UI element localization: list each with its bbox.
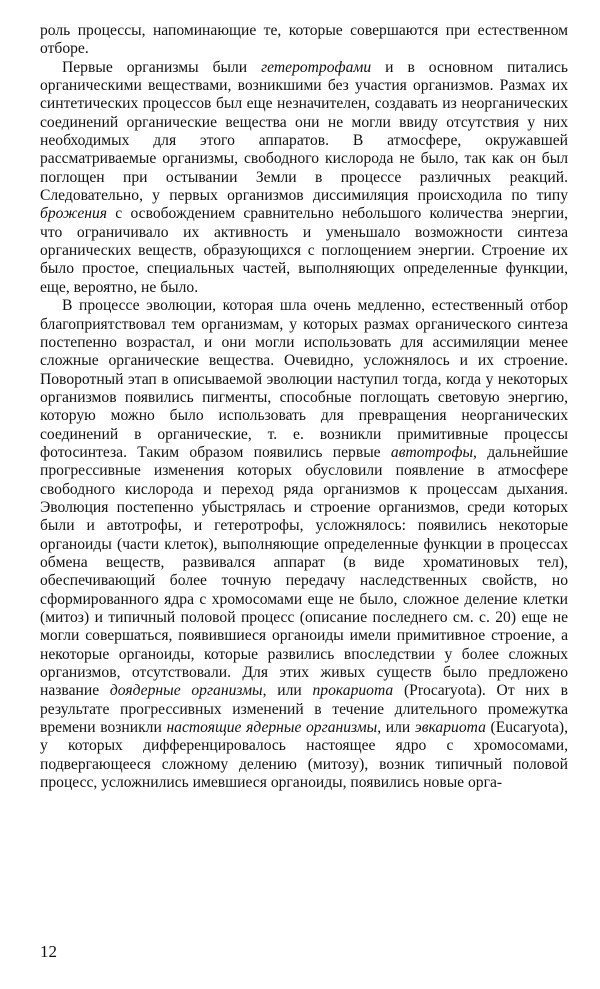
text-run: , или: [377, 719, 415, 737]
italic-term: доядерные организмы: [109, 682, 263, 700]
paragraph: [40, 22, 568, 59]
text-run: и в основном питались органическими веществами, возникшими без участия организмов. Размах их синтетических процессов был еще незначителен, создавать из неорганических соединений органические вещества они не могли ввиду отсутствия у них необходимых для этого аппаратов. В атмосфере, окружавшей рассматриваемые организмы, свободного кислорода не было, так как он был поглощен при остывании Земли в процессе различных реакций. Следовательно, у первых организмов диссимиляция происходила по типу: [40, 58, 568, 205]
page-body: [40, 22, 568, 792]
text-run: роль процессы, напоминающие те, которые совершаются при естественном отборе.: [40, 22, 568, 58]
text-run: с освобождением сравнительно небольшого количества энергии, что ограничивало их активность и уменьшало возможности синтеза органических веществ, образующихся с поглощением энергии. Строение их было простое, специальных частей, выполняющих определенные функции, еще, вероятно, не было.: [40, 205, 568, 296]
paragraph: [40, 297, 568, 792]
paragraph: [40, 59, 568, 297]
text-run: , или: [262, 682, 313, 700]
italic-term: настоящие ядерные организмы: [166, 719, 378, 737]
text-run: , дальнейшие прогрессивные изменения которых обусловили появление в атмосфере свободного кислорода и переход ряда организмов к процессам дыхания. Эволюция постепенно убыстрялась и строение организмов, среди которых были и автотрофы, и гетеротрофы, усложнялось: появились некоторые органоиды (части клеток), выполняющие определенные функции в процессах обмена веществ, развивался аппарат (в виде хроматиновых тел), обеспечивающий более точную передачу наследственных свойств, но сформированного ядра с хромосомами еще не было, сложное деление клетки (митоз) и типичный половой процесс (описание последнего см. с. 20) еще не могли совершаться, появившиеся органоиды имели примитивное строение, а некоторые органоиды, которые развились впоследствии у более сложных организмов, отсутствовали. Для этих живых существ было предложено название: [40, 443, 568, 700]
text-run: (Eucaryota), у которых дифференцировалось настоящее ядро с хромосомами, подвергающееся сложному делению (митозу), возник типичный половой процесс, усложнились имевшиеся органоиды, появились новые орга-: [40, 719, 568, 792]
italic-term: гетеротрофами: [261, 58, 372, 76]
page-number: 12: [40, 942, 57, 961]
italic-term: брожения: [40, 205, 108, 223]
italic-term: автотрофы: [390, 443, 474, 461]
text-run: (Procaryota). От них в результате прогрессивных изменений в течение длительного промежутка времени возникли: [40, 682, 568, 737]
text-run: Первые организмы были: [62, 58, 262, 76]
italic-term: прокариота: [312, 682, 394, 700]
italic-term: эвкариота: [414, 719, 486, 737]
text-run: В процессе эволюции, которая шла очень медленно, естественный отбор благоприятствовал тем организмам, у которых размах органического синтеза постепенно возрастал, и они могли использовать для ассимиляции менее сложные органические вещества. Очевидно, усложнялось и их строение. Поворотный этап в описываемой эволюции наступил тогда, когда у некоторых организмов появились пигменты, способные поглощать световую энергию, которую можно было использовать для превращения неорганических соединений в органические, т. е. возникли примитивные процессы фотосинтеза. Таким образом появились первые: [40, 297, 568, 461]
